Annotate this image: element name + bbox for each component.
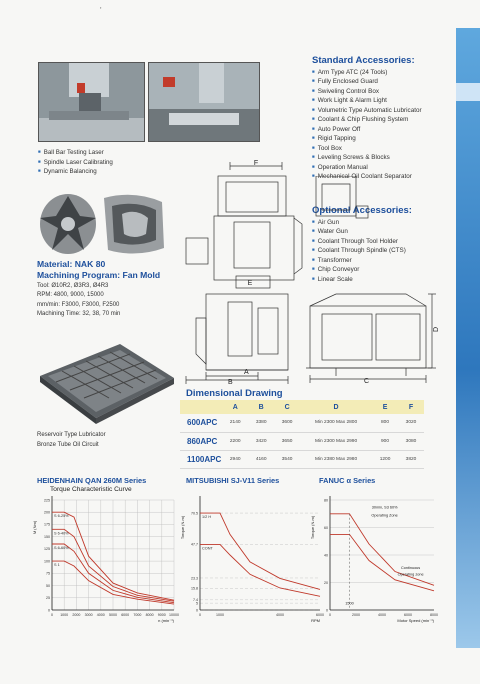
y-axis-label: M (Nm) [32,520,37,535]
standard-accessories-title: Standard Accessories: [312,55,415,66]
accessory-item: ■ Coolant Through Tool Holder [312,237,406,246]
time-spec: Machining Time: 32, 38, 70 min [37,310,121,317]
dim-cell: Min 2380 Max 2980 [300,450,372,468]
laser-item: ■ Ball Bar Testing Laser [38,148,113,158]
dim-cell: 2140 [222,414,248,432]
dim-cell: 1200 [372,450,398,468]
y-tick-label: 150 [44,534,50,539]
pallet-image [34,338,180,424]
x-tick-label: 0 [51,613,53,617]
y-tick-label: 60 [324,525,328,530]
x-axis-label: RPM [311,618,320,623]
laser-item: ■ Dynamic Balancing [38,167,113,177]
accessory-item: ■ Rigid Tapping [312,134,422,143]
y-tick-label: 25 [46,596,50,601]
y-tick-label: 0 [196,608,198,613]
dimension-table [180,400,424,469]
accessory-item: ■ Leveling Screws & Blocks [312,153,422,162]
y-tick-label: 125 [44,547,50,552]
accessory-item: ■ Auto Power Off [312,125,422,134]
accessory-item: ■ Volumetric Type Automatic Lubricator [312,106,422,115]
accessory-item: ■ Tool Box [312,144,422,153]
y-tick-label: 15.8 [191,586,198,591]
dim-cell: 3820 [398,450,424,468]
chart-title-heidenhain: HEIDENHAIN QAN 260M Series [37,476,147,485]
spindle-photo [38,62,145,142]
series-label: CONT [202,546,213,551]
y-tick-label: 0 [326,608,328,613]
x-tick-label: 6000 [404,613,412,617]
front-view-drawing [178,158,308,384]
dim-header: B [248,400,274,414]
annotation-30min: 30min, S3 60% [371,505,398,510]
y-axis-label: Torque (N.m) [310,515,315,540]
x-tick-label: 4000 [378,613,386,617]
x-axis-label: n (min⁻¹) [158,618,174,623]
series-label: 1/2 H [202,515,212,520]
accessory-item: ■ Transformer [312,256,406,265]
accessory-item: ■ Linear Scale [312,275,406,284]
dim-cell: 3650 [274,432,300,450]
accessory-item: ■ Work Light & Alarm Light [312,96,422,105]
annotation-continuous-zone: Operating zone [397,572,424,577]
x-tick-label: 4000 [276,613,284,617]
x-tick-label: 6000 [121,613,130,617]
accessory-item: ■ Arm Type ATC (24 Tools) [312,68,422,77]
x-tick-label: 10000 [169,613,179,617]
y-tick-label: 100 [44,559,50,564]
table-row [180,414,424,432]
dim-cell: 4160 [248,450,274,468]
model-cell: 600APC [180,414,222,432]
dim-cell: 2940 [222,450,248,468]
feed-spec: mm/min: F3000, F3000, F2500 [37,301,120,308]
dim-header: C [274,400,300,414]
heidenhain-torque-chart [30,494,180,630]
x-tick-label: 2000 [72,613,81,617]
y-tick-label: 20 [324,580,328,585]
dim-label-d: D [433,326,440,332]
chart-subtitle-heidenhain: Torque Characteristic Curve [50,486,132,493]
dim-cell: 3020 [398,414,424,432]
y-tick-label: 0 [48,608,50,613]
laser-list [38,148,113,177]
standard-accessories-list [312,68,422,181]
x-tick-label: 3000 [84,613,93,617]
accessory-item: ■ Coolant Through Spindle (CTS) [312,246,406,255]
material-label: Material: NAK 80 [37,259,106,269]
x-tick-label: 5000 [109,613,117,617]
dim-header: D [300,400,372,414]
series-label: S 6-25% [54,514,69,519]
dim-cell: 3080 [398,432,424,450]
base-speed-label: 1500 [345,601,354,606]
x-tick-label: 8000 [430,613,438,617]
accessory-item: ■ Coolant & Chip Flushing System [312,115,422,124]
model-cell: 860APC [180,432,222,450]
accessory-item: ■ Chip Conveyor [312,265,406,274]
table-photo [148,62,260,142]
series-label: S 6-60% [54,546,69,550]
series-label: S 6-40% [54,531,69,536]
program-label: Machining Program: Fan Mold [37,270,161,280]
y-tick-label: 70.5 [191,511,198,516]
rpm-spec: RPM: 4800, 9000, 15000 [37,292,104,299]
dim-cell: 900 [372,432,398,450]
y-axis-label: Torque (N.m) [180,515,185,540]
x-tick-label: 0 [199,613,201,617]
x-axis-label: Motor Speed (min⁻¹) [397,618,434,623]
x-tick-label: 1000 [60,613,69,617]
y-tick-label: 200 [44,510,50,515]
annotation-30min-zone: Operating Zone [371,513,398,518]
dim-label-c: C [364,378,370,385]
series-label: S 1 [54,563,60,568]
x-tick-label: 9000 [157,613,166,617]
y-tick-label: 50 [46,583,50,588]
dim-cell: 3420 [248,432,274,450]
mitsubishi-torque-chart [178,494,328,630]
optional-accessories-title: Optional Accessories: [312,205,412,216]
dim-label-a: A [244,369,249,376]
x-tick-label: 8000 [145,613,154,617]
x-tick-label: 2000 [352,613,360,617]
dim-label-e: E [247,280,253,287]
y-tick-label: 40 [324,553,328,558]
accessory-item: ■ Water Gun [312,227,406,236]
dim-cell: 3380 [248,414,274,432]
y-tick-label: 23.3 [191,576,198,581]
y-tick-label: 47.7 [191,542,198,547]
y-tick-label: 5 [196,601,198,606]
accessory-item: ■ Operation Manual [312,163,422,172]
accessory-item: ■ Mechanical Oil Coolant Separator [312,172,422,181]
x-tick-label: 1000 [216,613,224,617]
series-line [200,544,320,596]
reservoir-caption [37,431,106,450]
side-view-drawing [296,176,444,386]
dim-header: F [398,400,424,414]
decorative-side-band [456,28,480,648]
dim-header-model [180,400,222,414]
dim-cell: 3600 [274,414,300,432]
reservoir-line: Reservoir Type Lubricator [37,432,106,438]
x-tick-label: 7000 [133,613,142,617]
table-row [180,450,424,468]
x-tick-label: 6000 [316,613,324,617]
fan-mold-image [38,188,168,260]
dim-cell: 2200 [222,432,248,450]
y-tick-label: 7.4 [193,598,198,603]
dim-cell: 800 [372,414,398,432]
chart-title-fanuc: FANUC α Series [319,476,376,485]
annotation-continuous: Continuous [400,565,421,570]
y-tick-label: 175 [44,522,50,527]
y-tick-label: 225 [44,498,50,503]
machining-params [37,282,120,319]
dim-cell: Min 2300 Max 2800 [300,414,372,432]
dim-label-f: F [253,160,259,167]
x-tick-label: 0 [329,613,331,617]
decorative-corner-mark: ' [100,6,102,15]
y-tick-label: 75 [46,571,50,576]
dim-header: E [372,400,398,414]
x-tick-label: 4000 [96,613,105,617]
accessory-item: ■ Swiveling Control Box [312,87,422,96]
accessory-item: ■ Fully Enclosed Guard [312,77,422,86]
fanuc-torque-chart [308,494,442,630]
reservoir-line: Bronze Tube Oil Circuit [37,441,99,448]
dimensional-drawing-title: Dimensional Drawing [186,388,283,399]
accessory-item: ■ Air Gun [312,218,406,227]
dim-label-b: B [228,379,233,384]
laser-item: ■ Spindle Laser Calibrating [38,158,113,168]
y-tick-label: 80 [324,498,328,503]
dim-header: A [222,400,248,414]
model-cell: 1100APC [180,450,222,468]
tool-spec: Tool: Ø10R2, Ø3R3, Ø4R3 [37,283,109,289]
chart-title-mitsubishi: MITSUBISHI SJ-V11 Series [186,476,280,485]
table-row [180,432,424,450]
dim-cell: 3540 [274,450,300,468]
dim-cell: Min 2300 Max 2990 [300,432,372,450]
